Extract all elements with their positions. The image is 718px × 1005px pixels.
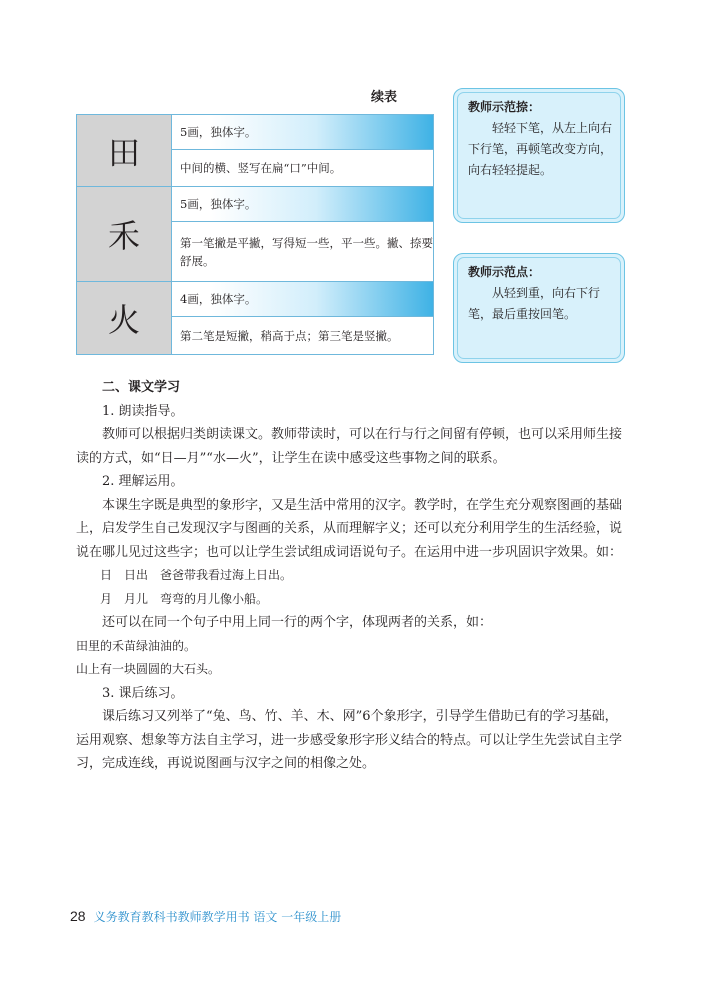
subheading: 3. 课后练习。 (102, 685, 184, 701)
table-row (77, 282, 433, 354)
teacher-demo-box (453, 253, 625, 363)
example-line: 山上有一块圆圆的大石头。 (76, 662, 221, 676)
writing-tip-cell: 第二笔是短撇，稍高于点；第三笔是竖撇。 (172, 317, 433, 354)
teacher-demo-box (453, 88, 625, 223)
section-title: 二、课文学习 (102, 380, 181, 395)
paragraph: 教师可以根据归类朗读课文。教师带读时，可以在行与行之间留有停顿，也可以采用师生接读的方式，如“日—月”“水—火”，让学生在读中感受这些事物之间的联系。 (76, 427, 623, 466)
writing-tip-cell: 第一笔撇是平撇，写得短一些，平一些。撇、捺要舒展。 (172, 222, 433, 281)
tip-title: 教师示范捺： (468, 100, 541, 114)
paragraph: 本课生字既是典型的象形字，又是生活中常用的汉字。教学时，在学生充分观察图画的基础上，启发学生自己发现汉字与图画的关系，从而理解字义；还可以充分利用学生的生活经验，说说在哪儿见过这些字；也可以让学生尝试组成词语说句子。在运用中进一步巩固识字效果。如： (76, 497, 623, 560)
stroke-count-cell: 5画，独体字。 (172, 115, 433, 150)
character-cell: 火 (77, 282, 172, 354)
paragraph: 课后练习又列举了“兔、鸟、竹、羊、木、网”6个象形字，引导学生借助已有的学习基础，运用观察、想象等方法自主学习，进一步感受象形字形义结合的特点。可以让学生先尝试自主学习，完成连线，再说说图画与汉字之间的相像之处。 (76, 709, 623, 771)
stroke-count-cell: 4画，独体字。 (172, 282, 433, 317)
tip-title: 教师示范点： (468, 265, 541, 279)
tip-text: 从轻到重，向右下行笔，最后重按回笔。 (468, 286, 601, 321)
writing-tip-cell: 中间的横、竖写在扁“口”中间。 (172, 150, 433, 186)
table-row (77, 187, 433, 282)
subheading: 1. 朗读指导。 (102, 403, 184, 419)
table-caption: 续表 (371, 90, 398, 105)
page-footer (70, 908, 341, 925)
book-title: 义务教育教科书教师教学用书 语文 一年级上册 (93, 910, 342, 924)
stroke-count-cell: 5画，独体字。 (172, 187, 433, 222)
example-line: 田里的禾苗绿油油的。 (76, 638, 197, 653)
lesson-content (76, 376, 624, 776)
table-row (77, 115, 433, 187)
character-cell: 田 (77, 115, 172, 186)
character-cell: 禾 (77, 187, 172, 281)
character-table (76, 114, 434, 355)
subheading: 2. 理解运用。 (102, 474, 184, 489)
paragraph: 还可以在同一个句子中用上同一行的两个字，体现两者的关系，如： (102, 615, 493, 630)
example-line: 日 日出 爸爸带我看过海上日出。 (100, 568, 293, 582)
example-line: 月 月儿 弯弯的月儿像小船。 (100, 591, 269, 606)
page-number: 28 (70, 908, 86, 924)
tip-text: 轻轻下笔，从左上向右下行笔，再顿笔改变方向，向右轻轻提起。 (468, 121, 613, 177)
